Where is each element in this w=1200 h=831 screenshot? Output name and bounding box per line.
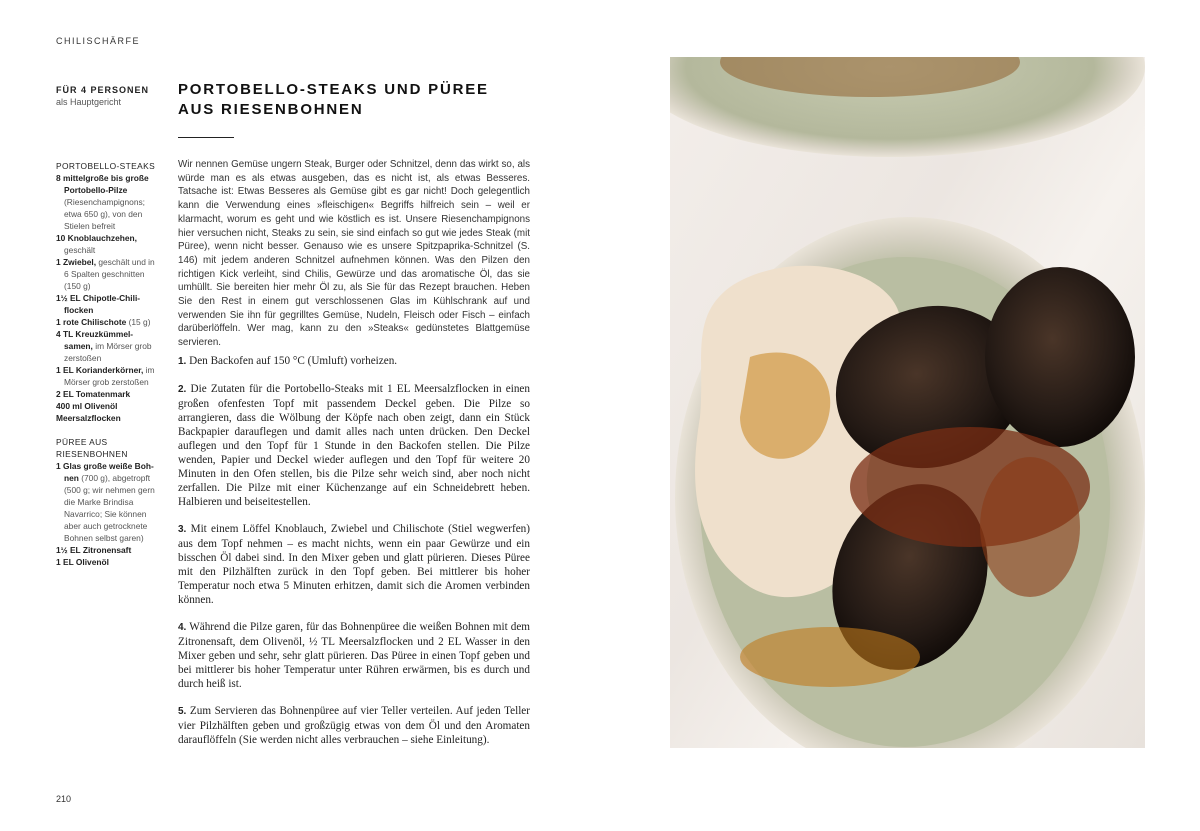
ingredient-amount: 400 ml Olivenöl	[56, 401, 118, 411]
ingredient-item	[56, 544, 156, 556]
mushroom-2	[985, 267, 1135, 447]
page-number: 210	[56, 794, 72, 804]
ingredient-amount: 1 EL Olivenöl	[56, 557, 109, 567]
step-text: Den Backofen auf 150 °C (Umluft) vorheizen.	[186, 355, 398, 367]
ingredient-amount: 4 TL Kreuzkümmel-samen,	[56, 329, 134, 351]
step-text: Mit einem Löffel Knoblauch, Zwiebel und Chilischote (Stiel wegwerfen) aus dem Topf nehmen – es macht nichts, wenn ein paar Gewürze und ein bisschen Öl dabei sind. In den Mixer geben und glatt pürieren. Dieses Püree mit den Pilzhälften zurück in den Topf geben. Bei mittlerer bis hoher Temperatur noch etwa 5 Minuten erhitzen, damit sich die Aromen verbinden können.	[178, 523, 530, 606]
title-rule	[178, 137, 234, 138]
ingredient-item	[56, 292, 156, 316]
step-number: 2.	[178, 384, 187, 395]
title-line-1: PORTOBELLO-STEAKS UND PÜREE	[178, 81, 489, 98]
method-steps	[178, 354, 530, 760]
ingredient-group	[56, 160, 156, 424]
step-number: 5.	[178, 706, 187, 717]
ingredient-amount: 2 EL Tomatenmark	[56, 389, 131, 399]
ingredient-amount: 1 Glas große weiße Boh-nen	[56, 461, 154, 483]
ingredient-item	[56, 232, 156, 256]
ingredient-item	[56, 256, 156, 292]
ingredient-item	[56, 172, 156, 232]
serves-count: FÜR 4 PERSONEN	[56, 85, 150, 95]
method-step	[178, 704, 530, 747]
ingredient-group-heading: PORTOBELLO-STEAKS	[56, 161, 156, 171]
step-text: Die Zutaten für die Portobello-Steaks mit 1 EL Meersalzflocken in einen großen ofenfesten Topf mit passendem Deckel geben. Die Pilze so arrangieren, dass die Wölbung der Köpfe nach oben zeigt, dann ein Stück Backpapier darauflegen und damit alles nach unten drücken. Den Deckel auflegen und den Topf für 1 Stunde in den Backofen stellen. Die Pilze wenden, Papier und Deckel wieder auflegen und den Topf für weitere 20 Minuten in den Ofen stellen, bis die Pilze sehr weich sind, aber noch nicht zerfallen. Die Pilze mit einer Küchenzange auf ein Schneidebrett heben. Halbieren und beiseitestellen.	[178, 383, 530, 508]
ingredient-note: (Riesenchampignons; etwa 650 g), von den Stielen befreit	[64, 197, 146, 231]
ingredient-item	[56, 556, 156, 568]
title-line-2: AUS RIESENBOHNEN	[178, 101, 364, 118]
running-head: CHILISCHÄRFE	[56, 36, 141, 46]
ingredient-amount: 1½ EL Chipotle-Chili-flocken	[56, 293, 141, 315]
ingredient-group-heading: PÜREE AUS RIESENBOHNEN	[56, 437, 128, 459]
ingredient-amount: Meersalzflocken	[56, 413, 121, 423]
serves-info	[56, 84, 149, 108]
ingredients-list	[56, 160, 156, 568]
ingredient-item	[56, 400, 156, 412]
ingredient-amount: 10 Knoblauchzehen,	[56, 233, 137, 243]
step-number: 1.	[178, 356, 187, 367]
ingredient-amount: 1 EL Korianderkörner,	[56, 365, 144, 375]
ingredient-note: (15 g)	[126, 317, 151, 327]
ingredient-note: (700 g), abgetropft (500 g; wir nehmen gern die Marke Brindisa Navarrico; Sie können aber auch getrocknete Bohnen selbst garen)	[64, 473, 155, 543]
ingredient-item	[56, 364, 156, 388]
step-text: Während die Pilze garen, für das Bohnenpüree die weißen Bohnen mit dem Zitronensaft, dem Olivenöl, ½ TL Meersalzflocken und 2 EL Wasser in den Mixer geben und sehr, sehr glatt pürieren. Das Püree in einen Topf geben und bei mittlerer bis hoher Temperatur unter Rühren erwärmen, bis es durch und durch heiß ist.	[178, 621, 530, 690]
ingredient-item	[56, 328, 156, 364]
ingredient-group	[56, 436, 156, 568]
step-number: 4.	[178, 622, 187, 633]
intro-text: Wir nennen Gemüse ungern Steak, Burger oder Schnitzel, denn das wirkt so, als würde man es als etwas ausgeben, das es nicht ist, als etwas Besseres. Tatsache ist: Etwas Besseres als Gemüse gibt es gar nicht! Doch gelegentlich kann die Verwendung eines »fleischigen« Begriffs hilfreich sein – weil er klarmacht, worum es geht und wie köstlich es ist. Unsere Riesenchampignons hier versuchen nicht, Steaks zu sein, sie sind einfach so gut wie jedes Steak (mit Püree), wenn nicht besser. Genauso wie es unsere Spitzpaprika-Schnitzel (S. 146) mit jedem anderen Schnitzel aufnehmen können. Was den Pilzen den richtigen Kick verleiht, sind Chilis, Gewürze und das aromatische Öl, das sie umhüllt. Sie bereiten hier mehr Öl zu, als Sie für das Rezept brauchen. Heben Sie den Rest in einem gut verschlossenen Glas im Kühlschrank auf und verwenden Sie ihn für gegrilltes Gemüse, Nudeln, Fleisch oder Fisch – einfach darüberlöffeln. Wer mag, kann zu den »Steaks« gedünstetes Blattgemüse servieren.	[178, 159, 530, 349]
ingredient-item	[56, 388, 156, 400]
food-photo	[670, 57, 1145, 748]
method-step	[178, 522, 530, 607]
method-step	[178, 382, 530, 509]
ingredient-item	[56, 316, 156, 328]
step-text: Zum Servieren das Bohnenpüree auf vier Teller verteilen. Auf jeden Teller vier Pilzhälften geben und großzügig etwas von dem Öl und den Aromaten darauflöffeln (Sie werden nicht alles verbrauchen – siehe Einleitung).	[178, 705, 530, 746]
ingredient-note: im Mörser grob zerstoßen	[64, 341, 152, 363]
serves-note: als Hauptgericht	[56, 97, 122, 107]
ingredient-note: im Mörser grob zerstoßen	[64, 365, 155, 387]
photo-illustration	[670, 57, 1145, 748]
ingredient-note: geschält und in 6 Spalten geschnitten (150 g)	[64, 257, 155, 291]
ingredient-amount: 1 rote Chilischote	[56, 317, 127, 327]
ingredient-amount: 8 mittelgroße bis große Portobello-Pilze	[56, 173, 149, 195]
ingredient-amount: 1 Zwiebel,	[56, 257, 97, 267]
method-step	[178, 354, 530, 369]
ingredient-item	[56, 460, 156, 544]
ingredient-amount: 1½ EL Zitronensaft	[56, 545, 132, 555]
ingredient-note: geschält	[64, 245, 96, 255]
method-step	[178, 620, 530, 691]
ingredient-item	[56, 412, 156, 424]
step-number: 3.	[178, 524, 187, 535]
recipe-title	[178, 80, 489, 120]
